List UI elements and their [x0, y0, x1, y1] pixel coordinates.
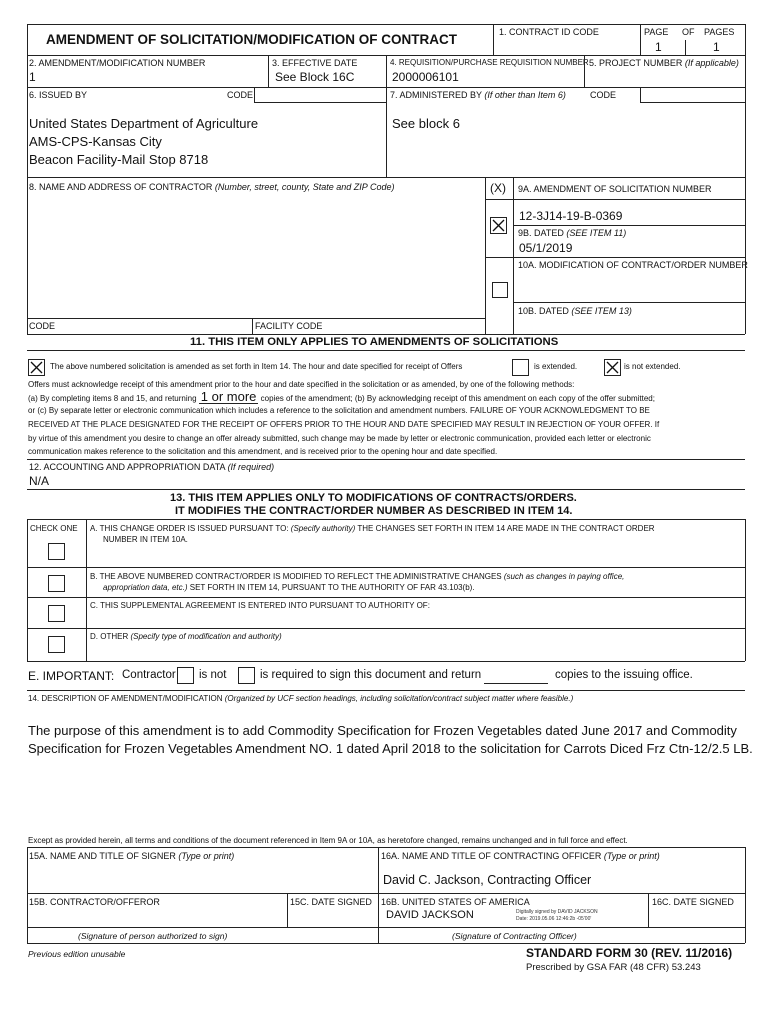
divider [27, 519, 745, 520]
form-border-top [27, 24, 745, 25]
extended-checkbox[interactable] [512, 359, 529, 376]
amended-checkbox-checked[interactable] [28, 359, 45, 376]
divider [648, 893, 649, 927]
amended-statement: The above numbered solicitation is amended as set forth in Item 14. The hour and date specified for receipt of Offers [50, 362, 463, 371]
option-c-text: C. THIS SUPPLEMENTAL AGREEMENT IS ENTERED INTO PURSUANT TO AUTHORITY OF: [90, 601, 430, 610]
facility-code-label: FACILITY CODE [255, 321, 323, 331]
option-a-text: A. THIS CHANGE ORDER IS ISSUED PURSUANT TO: (Specify authority) THE CHANGES SET FORTH IN ITEM 14 ARE MADE IN THE CONTRACT ORDER [90, 524, 655, 533]
amendment-checkbox-checked[interactable] [490, 217, 507, 234]
instructions-line-3: or (c) By separate letter or electronic communication which includes a reference to the solicitation and amendment numbers. FAILURE OF YOUR ACKNOWLEDGMENT TO BE [28, 406, 650, 415]
is-not-label: is not [199, 669, 227, 681]
divider [86, 519, 87, 661]
change-order-checkbox[interactable] [48, 543, 65, 560]
issued-by-code-label: CODE [227, 90, 254, 100]
solicitation-number-value: 12-3J14-19-B-0369 [519, 209, 623, 223]
section-11-heading: 11. THIS ITEM ONLY APPLIES TO AMENDMENTS OF SOLICITATIONS [190, 336, 559, 348]
is-required-label: is required to sign this document and return [260, 669, 482, 681]
divider [485, 177, 486, 334]
prescribed-by: Prescribed by GSA FAR (48 CFR) 53.243 [526, 962, 701, 973]
form-border-right [745, 24, 746, 334]
contractor-signature-caption: (Signature of person authorized to sign) [78, 931, 228, 941]
divider [513, 302, 745, 303]
administered-by-label: 7. ADMINISTERED BY (If other than Item 6) [390, 90, 566, 100]
solicitation-dated-label: 9B. DATED (SEE ITEM 11) [518, 228, 627, 238]
section-13-subheading: IT MODIFIES THE CONTRACT/ORDER NUMBER AS DESCRIBED IN ITEM 14. [175, 505, 573, 517]
divider [386, 87, 387, 177]
amendment-number-label: 2. AMENDMENT/MODIFICATION NUMBER [29, 58, 206, 68]
page-label: PAGE [644, 27, 669, 37]
instructions-line-5: by virtue of this amendment you desire to change an offer already submitted, such change may be made by letter or electronic communication, provided each letter or electronic [28, 434, 651, 443]
divider [745, 847, 746, 943]
check-one-label: CHECK ONE [30, 524, 78, 533]
divider [27, 893, 745, 894]
divider [27, 628, 745, 629]
option-b-text-2: appropriation data, etc.) SET FORTH IN ITEM 14, PURSUANT TO THE AUTHORITY OF FAR 43.103(b). [103, 583, 475, 592]
divider [685, 40, 686, 55]
of-label: OF [682, 27, 695, 37]
supplemental-agreement-checkbox[interactable] [48, 605, 65, 622]
issuer-name: United States Department of Agriculture [29, 116, 259, 131]
digital-signature-date: Date: 2019.05.06 12:46:2b -05'00' [516, 916, 592, 922]
other-modification-checkbox[interactable] [48, 636, 65, 653]
instructions-line-1: Offers must acknowledge receipt of this amendment prior to the hour and date specified in the solicitation or as amended, by one of the following methods: [28, 380, 575, 389]
divider [254, 87, 255, 102]
divider [27, 519, 28, 661]
solicitation-dated-value: 05/1/2019 [519, 241, 573, 255]
form-title: AMENDMENT OF SOLICITATION/MODIFICATION OF CONTRACT [46, 32, 457, 47]
description-label: 14. DESCRIPTION OF AMENDMENT/MODIFICATION (Organized by UCF section headings, including solicitation/contract subject matter where feasible.) [28, 694, 574, 703]
contractor-word: Contractor [122, 669, 176, 681]
pages-number: 1 [713, 40, 720, 54]
is-not-checkbox[interactable] [177, 667, 194, 684]
form-border-left [27, 24, 28, 334]
divider [268, 55, 269, 87]
accounting-data-label: 12. ACCOUNTING AND APPROPRIATION DATA (If required) [29, 462, 275, 472]
contracting-officer-name: David C. Jackson, Contracting Officer [383, 873, 592, 887]
divider [485, 199, 745, 200]
divider [513, 225, 745, 226]
contractor-date-signed-label: 15C. DATE SIGNED [290, 897, 372, 907]
contract-id-code-label: 1. CONTRACT ID CODE [499, 27, 599, 37]
divider [27, 459, 745, 460]
divider [27, 334, 745, 335]
option-a-text-2: NUMBER IN ITEM 10A. [103, 535, 188, 544]
option-b-text: B. THE ABOVE NUMBERED CONTRACT/ORDER IS MODIFIED TO REFLECT THE ADMINISTRATIVE CHANGES (such as changes in paying office, [90, 572, 625, 581]
instructions-line-6: communication makes reference to the solicitation and this amendment, and is received prior to the opening hour and date specified. [28, 447, 498, 456]
divider [640, 102, 745, 103]
divider [27, 597, 745, 598]
divider [485, 257, 745, 258]
administered-by-value: See block 6 [392, 116, 460, 131]
divider [287, 893, 288, 927]
solicitation-number-label: 9A. AMENDMENT OF SOLICITATION NUMBER [518, 184, 712, 194]
divider [27, 567, 745, 568]
divider [27, 847, 745, 848]
requisition-number-label: 4. REQUISITION/PURCHASE REQUISITION NUMBER [390, 58, 589, 67]
not-extended-label: is not extended. [624, 362, 681, 371]
divider [745, 519, 746, 661]
signer-name-label: 15A. NAME AND TITLE OF SIGNER (Type or print) [29, 851, 235, 861]
copies-returned-value: 1 or more [200, 389, 257, 404]
issuer-address: Beacon Facility-Mail Stop 8718 [29, 152, 209, 167]
section-13-heading: 13. THIS ITEM APPLIES ONLY TO MODIFICATIONS OF CONTRACTS/ORDERS. [170, 492, 577, 504]
description-line-1: The purpose of this amendment is to add Commodity Specification for Frozen Vegetables dated June 2017 and Commodity [28, 723, 737, 738]
requisition-number-value: 2000006101 [392, 70, 459, 84]
except-statement: Except as provided herein, all terms and conditions of the document referenced in Item 9A or 10A, as heretofore changed, remains unchanged and in full force and effect. [28, 836, 628, 845]
divider [27, 927, 745, 928]
digital-signature-name: DAVID JACKSON [386, 909, 474, 921]
page-number: 1 [655, 40, 662, 54]
divider [386, 55, 387, 87]
project-number-label: 5. PROJECT NUMBER (If applicable) [589, 58, 739, 68]
officer-date-signed-label: 16C. DATE SIGNED [652, 897, 734, 907]
amendment-number-value: 1 [29, 70, 36, 84]
form-number: STANDARD FORM 30 (REV. 11/2016) [526, 946, 733, 960]
divider [640, 24, 641, 55]
divider [27, 661, 745, 662]
contractor-label: 8. NAME AND ADDRESS OF CONTRACTOR (Number, street, county, State and ZIP Code) [29, 182, 395, 192]
divider [378, 847, 379, 943]
divider [27, 847, 28, 943]
divider [27, 943, 745, 944]
divider [584, 55, 585, 87]
previous-edition-note: Previous edition unusable [28, 949, 126, 959]
x-column-label: (X) [490, 181, 506, 195]
divider [27, 177, 745, 178]
divider [513, 177, 514, 334]
not-extended-checkbox-checked[interactable] [604, 359, 621, 376]
extended-label: is extended. [534, 362, 578, 371]
effective-date-value: See Block 16C [275, 70, 355, 84]
issued-by-label: 6. ISSUED BY [29, 90, 88, 100]
pages-label: PAGES [704, 27, 735, 37]
option-d-text: D. OTHER (Specify type of modification and authority) [90, 632, 282, 641]
usa-label: 16B. UNITED STATES OF AMERICA [381, 897, 530, 907]
contractor-code-label: CODE [29, 321, 56, 331]
effective-date-label: 3. EFFECTIVE DATE [272, 58, 358, 68]
accounting-data-value: N/A [29, 474, 50, 488]
modification-dated-label: 10B. DATED (SEE ITEM 13) [518, 306, 632, 316]
officer-signature-caption: (Signature of Contracting Officer) [452, 931, 577, 941]
copies-label: copies to the issuing office. [555, 669, 693, 681]
divider [254, 102, 386, 103]
divider [27, 318, 485, 319]
divider [252, 318, 253, 334]
divider [640, 87, 641, 102]
instructions-line-2: (a) By completing items 8 and 15, and returning 1 or more copies of the amendment; (b) By acknowledging receipt of this amendment on each copy of the offer submitted; [28, 389, 655, 404]
contracting-officer-label: 16A. NAME AND TITLE OF CONTRACTING OFFICER (Type or print) [381, 851, 660, 861]
is-required-checkbox[interactable] [238, 667, 255, 684]
contractor-offeror-label: 15B. CONTRACTOR/OFFEROR [29, 897, 160, 907]
copies-count-field[interactable] [484, 683, 548, 684]
instructions-line-4: RECEIVED AT THE PLACE DESIGNATED FOR THE RECEIPT OF OFFERS PRIOR TO THE HOUR AND DATE SPECIFIED MAY RESULT IN REJECTION OF YOUR OFFER. If [28, 420, 660, 429]
description-line-2: Specification for Frozen Vegetables Amendment NO. 1 dated April 2018 to the solicitation for Carrots Diced Frz Ctn-12/2.5 LB. [28, 741, 753, 756]
divider [27, 350, 745, 351]
modification-number-label: 10A. MODIFICATION OF CONTRACT/ORDER NUMBER [518, 260, 748, 270]
divider [27, 489, 745, 490]
divider [493, 24, 494, 55]
modification-checkbox[interactable] [492, 282, 508, 298]
administrative-change-checkbox[interactable] [48, 575, 65, 592]
divider [27, 690, 745, 691]
digital-signature-note: Digitally signed by DAVID JACKSON [516, 909, 598, 915]
important-label: E. IMPORTANT: [28, 669, 115, 683]
administered-by-code-label: CODE [590, 90, 617, 100]
issuer-office: AMS-CPS-Kansas City [29, 134, 162, 149]
